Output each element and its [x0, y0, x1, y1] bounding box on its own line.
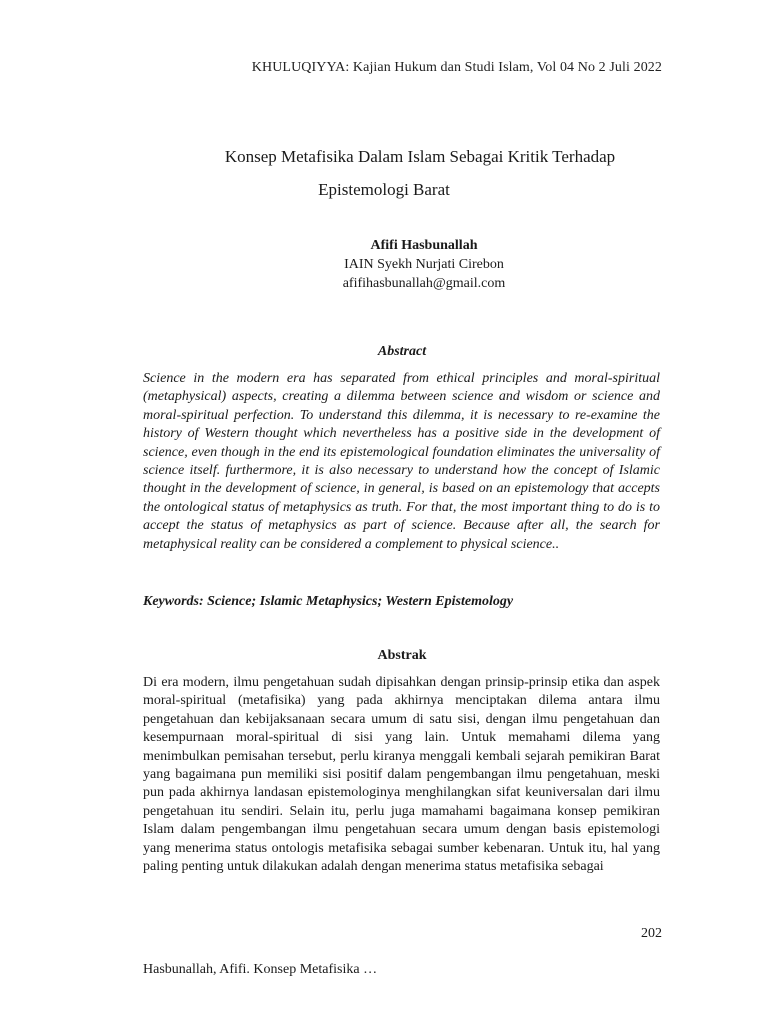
- author-affiliation: IAIN Syekh Nurjati Cirebon: [344, 257, 504, 272]
- abstract-heading: Abstract: [377, 344, 427, 359]
- running-header: KHULUQIYYA: Kajian Hukum dan Studi Islam, Vol 04 No 2 Juli 2022: [251, 60, 662, 75]
- page-number: 202: [641, 926, 662, 941]
- page-footer: Hasbunallah, Afifi. Konsep Metafisika …: [143, 962, 378, 977]
- article-title-line-1: Konsep Metafisika Dalam Islam Sebagai Kritik Terhadap: [224, 147, 616, 166]
- author-block: [0, 236, 768, 293]
- author-email: afifihasbunallah@gmail.com: [342, 276, 506, 291]
- article-title-line-2: Epistemologi Barat: [318, 180, 450, 199]
- abstrak-heading: Abstrak: [377, 648, 427, 663]
- abstract-body: Science in the modern era has separated from ethical principles and moral-spiritual (metaphysical) aspects, creating a dilemma between science and wisdom or science and moral-spiritual perfection. To understand this dilemma, it is necessary to re-examine the history of Western thought which nevertheless has a positive side in the development of science, even though in the end its epistemological foundation eliminates the universality of science itself. furthermore, it is also necessary to understand how the concept of Islamic thought in the development of science, in general, is based on an epistemology that accepts the ontological status of metaphysics as truth. For that, the most important thing to do is to accept the status of metaphysics as part of science. Because after all, the search for metaphysical reality can be considered a complement to physical science..: [143, 371, 660, 552]
- abstrak-body: Di era modern, ilmu pengetahuan sudah dipisahkan dengan prinsip-prinsip etika dan aspek moral-spiritual (metafisika) yang pada akhirnya menciptakan dilema antara ilmu pengetahuan dan kebijaksanaan secara umum di satu sisi, dengan ilmu pengetahuan dan kesempurnaan moral-spiritual di sisi yang lain. Untuk memahami dilema yang menimbulkan pemisahan tersebut, perlu kiranya menggali kembali sejarah pemikiran Barat yang bagaimana pun memiliki sisi positif dalam pengembangan ilmu pengetahuan, meski pun pada akhirnya landasan epistemologinya menghilangkan sifat keuniversalan dari ilmu pengetahuan itu sendiri. Selain itu, perlu juga mamahami bagaimana konsep pemikiran Islam dalam pengembangan ilmu pengetahuan secara umum dengan basis epistemologi yang menerima status ontologis metafisika sebagai sumber kebenaran. Untuk itu, hal yang paling penting untuk dilakukan adalah dengan menerima status metafisika sebagai: [143, 675, 660, 875]
- author-name: Afifi Hasbunallah: [370, 238, 478, 253]
- keywords: Keywords: Science; Islamic Metaphysics; Western Epistemology: [143, 594, 514, 609]
